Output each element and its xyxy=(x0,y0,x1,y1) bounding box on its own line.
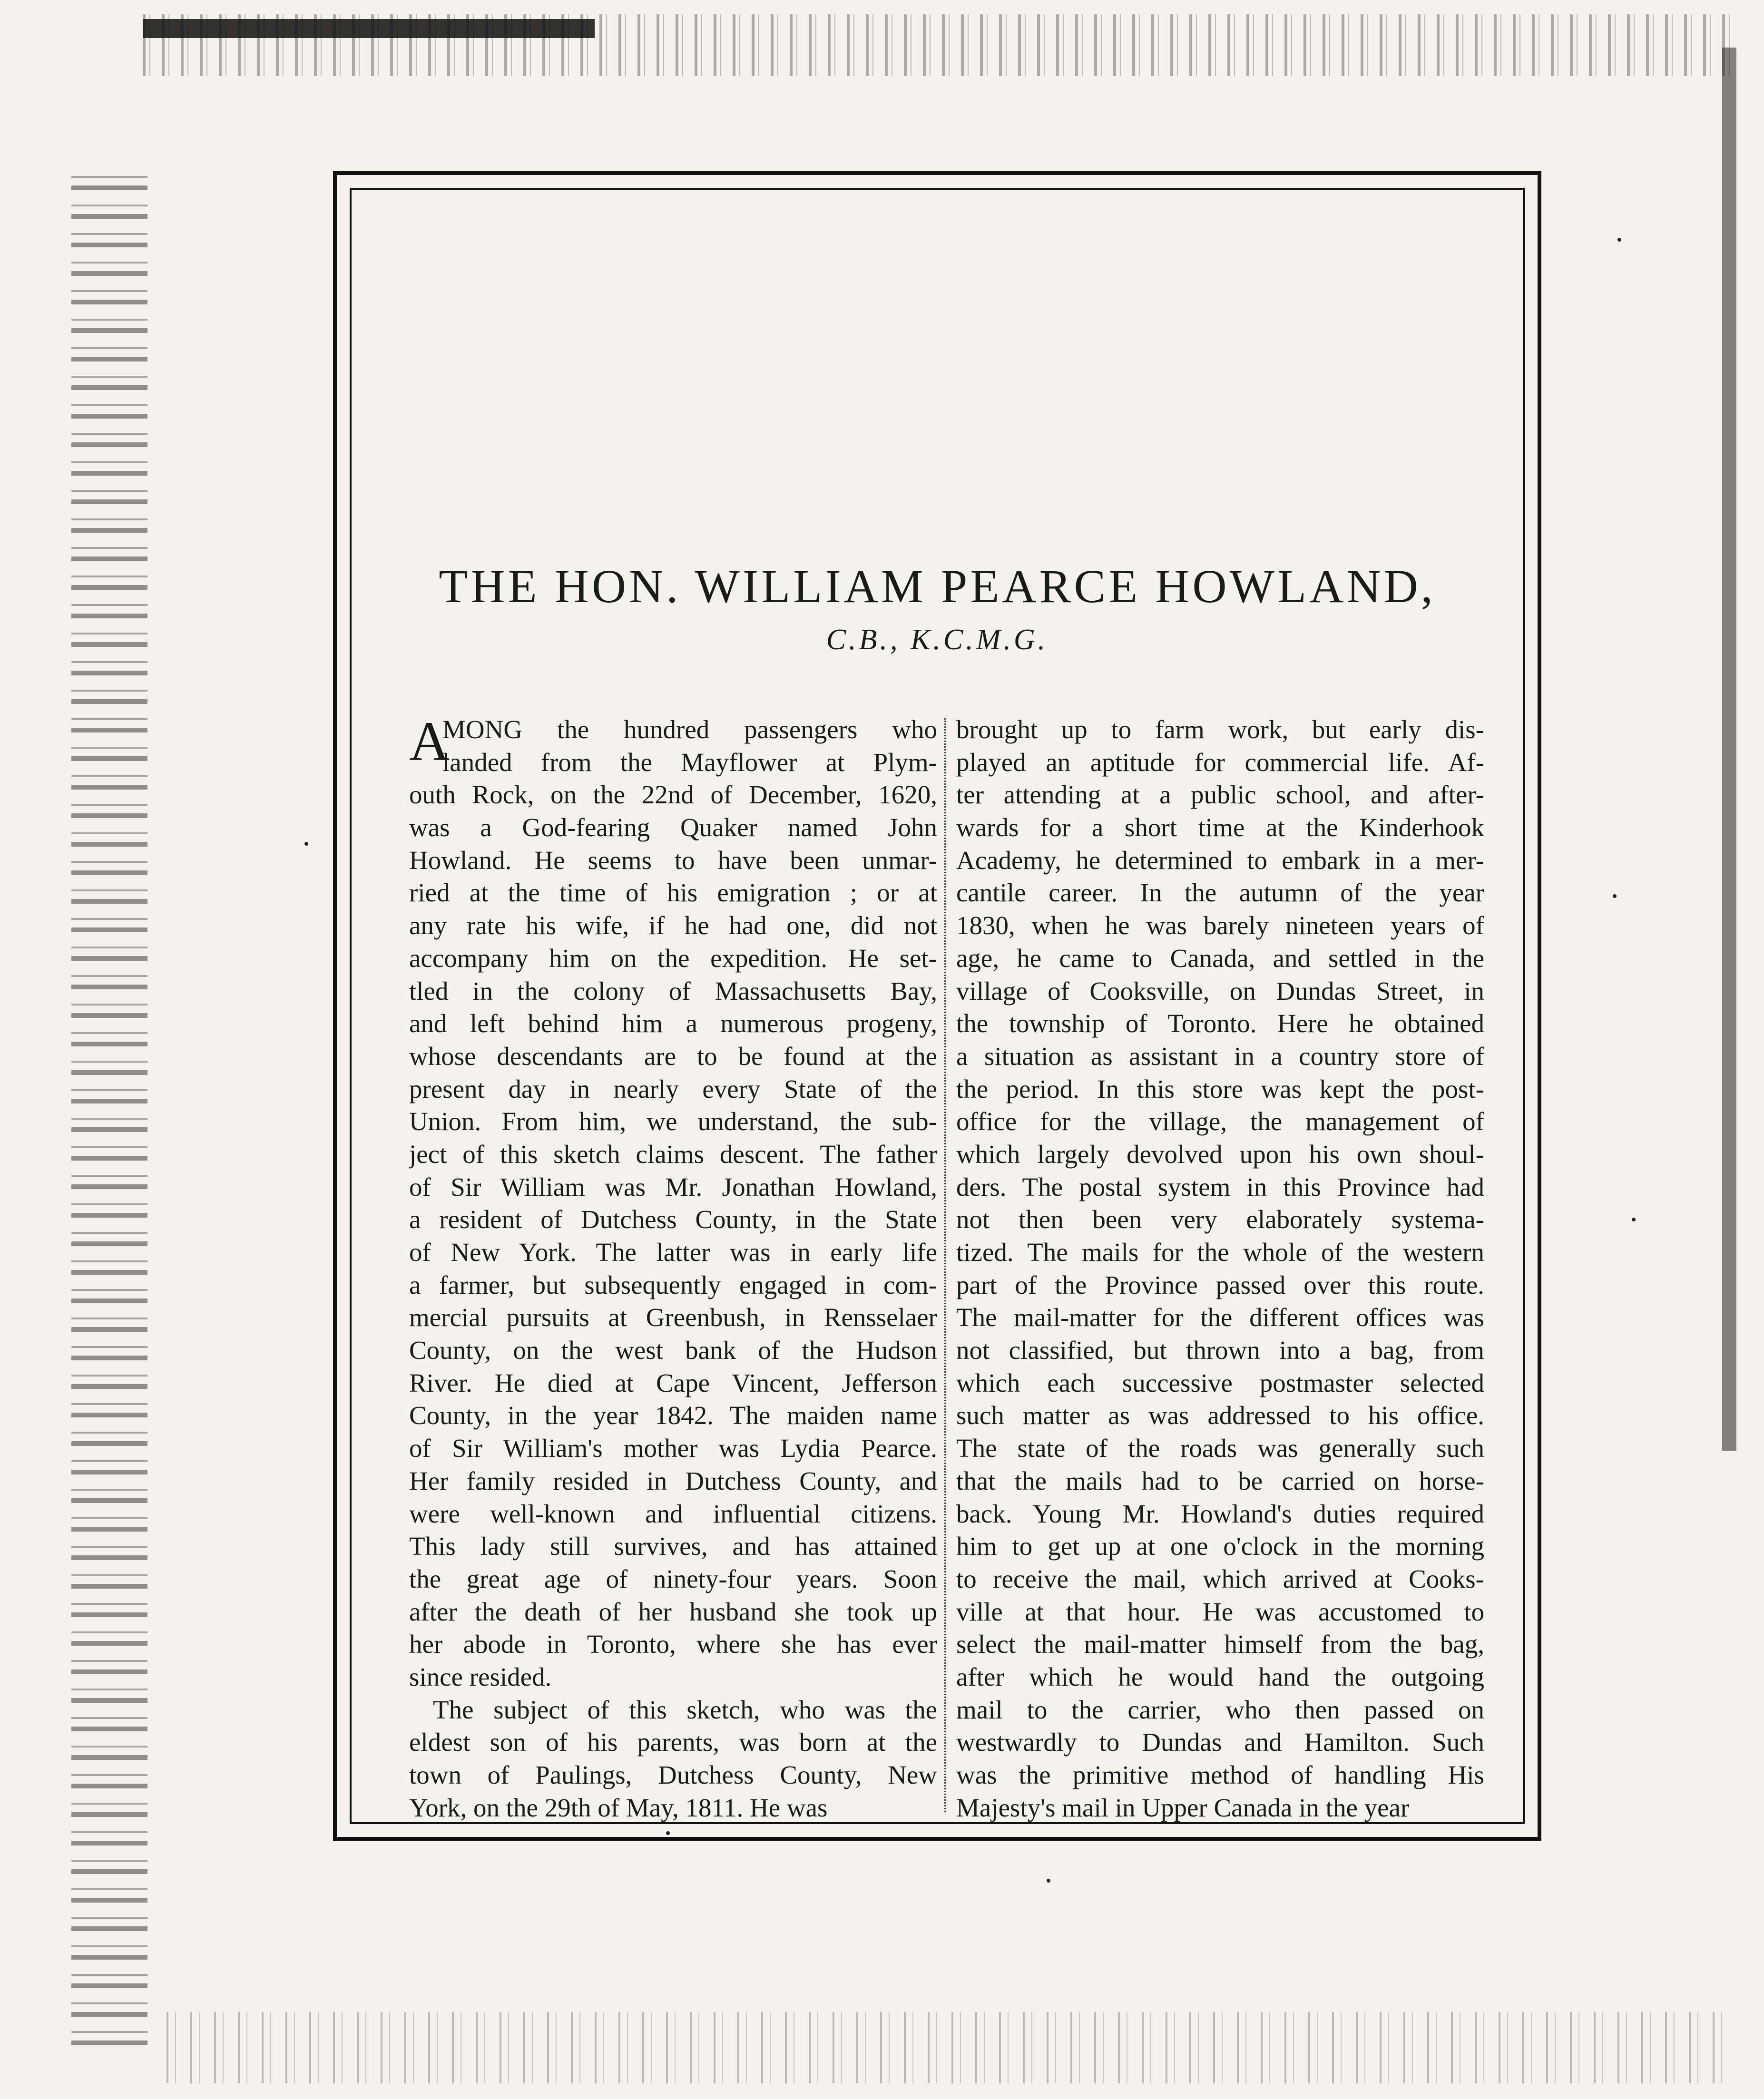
right-column-line: that the mails had to be carried on horse- xyxy=(956,1466,1484,1495)
scan-noise-top-bar xyxy=(143,19,595,38)
scan-noise-left xyxy=(71,166,147,2045)
right-column-line: which largely devolved upon his own shoul- xyxy=(956,1139,1484,1169)
left-column-line: a resident of Dutchess County, in the State xyxy=(409,1205,937,1234)
left-column-line: of New York. The latter was in early life xyxy=(409,1238,937,1267)
left-column-line: was a God-fearing Quaker named John xyxy=(409,813,937,842)
left-column-line: landed from the Mayflower at Plym- xyxy=(442,747,937,777)
left-column-line: ject of this sketch claims descent. The father xyxy=(409,1139,937,1169)
left-column-line: and left behind him a numerous progeny, xyxy=(409,1009,937,1038)
left-column-line: her abode in Toronto, where she has ever xyxy=(409,1630,937,1659)
left-column-line: This lady still survives, and has attained xyxy=(409,1532,937,1561)
left-column-line: since resided. xyxy=(409,1662,552,1691)
right-column-line: not classified, but thrown into a bag, from xyxy=(956,1336,1484,1365)
left-column-line: County, in the year 1842. The maiden name xyxy=(409,1401,937,1430)
scan-noise-right xyxy=(1722,48,1736,1451)
left-column-line: Howland. He seems to have been unmar- xyxy=(409,845,937,875)
right-column-line: such matter as was addressed to his office. xyxy=(956,1401,1484,1430)
right-column-line: age, he came to Canada, and settled in the xyxy=(956,943,1484,973)
right-column-line: him to get up at one o'clock in the morning xyxy=(956,1532,1484,1561)
drop-cap: A xyxy=(409,710,450,772)
left-column-line: accompany him on the expedition. He set- xyxy=(409,943,937,973)
right-column-line: tized. The mails for the whole of the western xyxy=(956,1238,1484,1267)
left-column-line: any rate his wife, if he had one, did not xyxy=(409,911,937,940)
scan-noise-bottom xyxy=(167,2012,1736,2083)
right-column-line: Academy, he determined to embark in a mer- xyxy=(956,845,1484,875)
right-column-line: brought up to farm work, but early dis- xyxy=(956,715,1484,744)
right-column-line: village of Cooksville, on Dundas Street, in xyxy=(956,976,1484,1006)
text-column-right xyxy=(956,713,1484,1824)
left-column-line: a farmer, but subsequently engaged in com- xyxy=(409,1270,937,1299)
right-column-line: after which he would hand the outgoing xyxy=(956,1662,1484,1691)
right-column-line: wards for a short time at the Kinderhook xyxy=(956,813,1484,842)
right-column-line: which each successive postmaster selected xyxy=(956,1368,1484,1397)
left-column-line: the great age of ninety-four years. Soon xyxy=(409,1564,937,1593)
left-column-line: The subject of this sketch, who was the xyxy=(433,1695,937,1724)
left-column-line: eldest son of his parents, was born at the xyxy=(409,1728,937,1757)
left-column-line: were well-known and influential citizens. xyxy=(409,1499,937,1528)
right-column-line: ville at that hour. He was accustomed to xyxy=(956,1597,1484,1626)
text-column-left xyxy=(409,710,937,1824)
right-column-line: The mail-matter for the different offices was xyxy=(956,1303,1484,1332)
left-column-line: Her family resided in Dutchess County, and xyxy=(409,1466,937,1495)
right-column-line: played an aptitude for commercial life. Af- xyxy=(956,747,1484,777)
page-subtitle: C.B., K.C.M.G. xyxy=(826,624,1049,656)
left-column-line: ried at the time of his emigration ; or at xyxy=(409,878,937,908)
left-column-line: of Sir William was Mr. Jonathan Howland, xyxy=(409,1172,937,1201)
right-column-line: a situation as assistant in a country store of xyxy=(956,1041,1484,1071)
right-column-line: the period. In this store was kept the post- xyxy=(956,1074,1484,1103)
left-column-line: York, on the 29th of May, 1811. He was xyxy=(409,1793,828,1822)
left-column-line: after the death of her husband she took up xyxy=(409,1597,937,1626)
left-column-line: mercial pursuits at Greenbush, in Rensselaer xyxy=(409,1303,937,1332)
right-column-line: back. Young Mr. Howland's duties required xyxy=(956,1499,1484,1528)
right-column-line: office for the village, the management of xyxy=(956,1107,1484,1136)
page-title: THE HON. WILLIAM PEARCE HOWLAND, xyxy=(439,560,1436,613)
right-column-line: Majesty's mail in Upper Canada in the year xyxy=(956,1793,1410,1822)
right-column-line: the township of Toronto. Here he obtained xyxy=(956,1009,1484,1038)
right-column-line: select the mail-matter himself from the bag, xyxy=(956,1630,1484,1659)
right-column-line: ders. The postal system in this Province had xyxy=(956,1172,1484,1201)
right-column-line: not then been very elaborately systema- xyxy=(956,1205,1484,1234)
left-column-line: County, on the west bank of the Hudson xyxy=(409,1336,937,1365)
left-column-line: tled in the colony of Massachusetts Bay, xyxy=(409,976,937,1006)
left-column-line: Union. From him, we understand, the sub- xyxy=(409,1107,937,1136)
right-column-line: 1830, when he was barely nineteen years of xyxy=(956,911,1484,940)
right-column-line: cantile career. In the autumn of the year xyxy=(956,878,1484,908)
left-column-line: outh Rock, on the 22nd of December, 1620, xyxy=(409,780,937,810)
right-column-line: part of the Province passed over this route. xyxy=(956,1270,1484,1299)
column-divider xyxy=(944,718,946,1812)
left-column-line: town of Paulings, Dutchess County, New xyxy=(409,1760,937,1789)
left-column-line: River. He died at Cape Vincent, Jefferson xyxy=(409,1368,937,1397)
left-column-line: whose descendants are to be found at the xyxy=(409,1041,937,1071)
left-column-line: MONG the hundred passengers who xyxy=(442,715,937,744)
left-column-line: present day in nearly every State of the xyxy=(409,1074,937,1103)
right-column-line: westwardly to Dundas and Hamilton. Such xyxy=(956,1728,1484,1757)
right-column-line: The state of the roads was generally such xyxy=(956,1434,1484,1463)
left-column-line: of Sir William's mother was Lydia Pearce. xyxy=(409,1434,937,1463)
right-column-line: ter attending at a public school, and after- xyxy=(956,780,1484,810)
right-column-line: mail to the carrier, who then passed on xyxy=(956,1695,1484,1724)
right-column-line: was the primitive method of handling His xyxy=(956,1760,1484,1789)
right-column-line: to receive the mail, which arrived at Cooks- xyxy=(956,1564,1484,1593)
